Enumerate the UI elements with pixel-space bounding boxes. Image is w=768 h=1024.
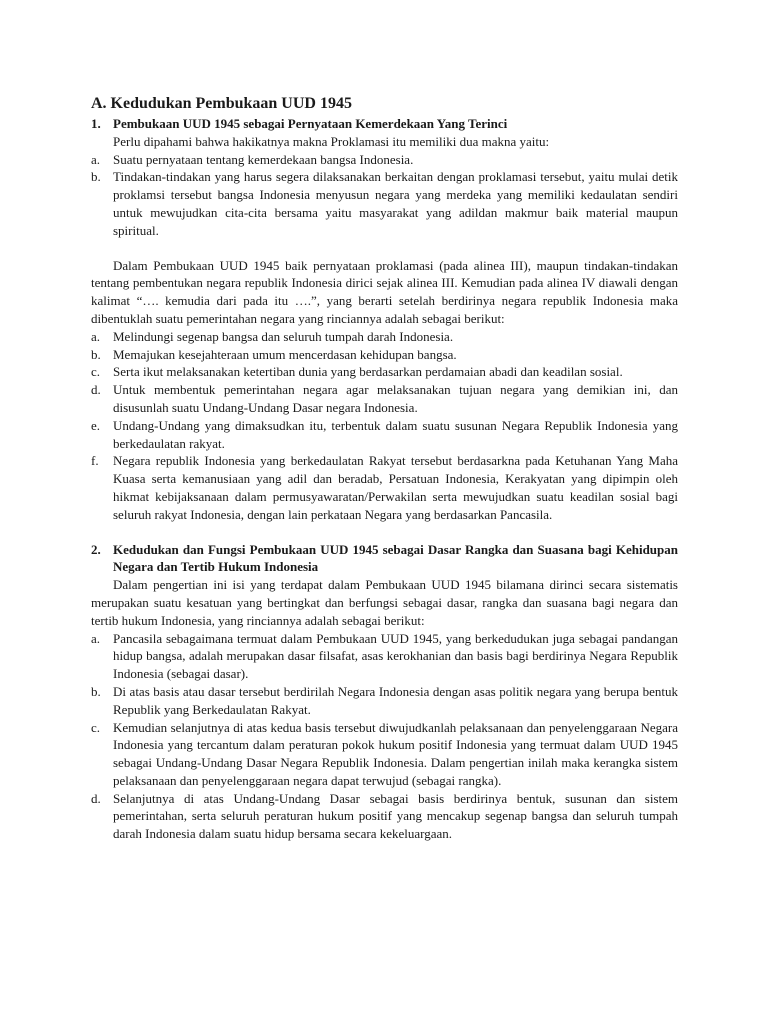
list-marker: b. bbox=[91, 683, 101, 699]
list-item bbox=[91, 630, 678, 683]
list-item bbox=[91, 719, 678, 790]
section-1-number: 1. bbox=[91, 116, 101, 131]
list-item bbox=[91, 452, 678, 523]
section-2-list bbox=[91, 630, 678, 844]
list-text: Tindakan-tindakan yang harus segera dilaksanakan berkaitan dengan proklamasi tersebut, yaitu mulai detik proklamsi tersebut bangsa Indonesia menyusun negara yang merdeka yang memiliki kedaulatan sendiri untuk mewujudkan cita-cita bersama yaitu masyarakat yang adildan makmur baik material maupun spiritual. bbox=[113, 169, 678, 238]
spacer bbox=[91, 524, 678, 541]
list-item bbox=[91, 790, 678, 843]
document-page bbox=[91, 94, 678, 843]
list-text: Untuk membentuk pemerintahan negara agar melaksanakan tujuan negara yang demikian ini, dan disusunlah suatu Undang-Undang Dasar negara Indonesia. bbox=[113, 382, 678, 415]
list-text: Kemudian selanjutnya di atas kedua basis tersebut diwujudkanlah pelaksanaan dan penyelenggaraan Negara Indonesia yang tercantum dalam peraturan pokok hukum positif Indonesia yang termuat dalam UUD 1945 sebagai Undang-Undang Dasar Negara Republik Indonesia. Dalam pengertian inilah maka kerangka sistem pelaksanaan dan penyelenggaraan negara dapat terwujud (sebagai rangka). bbox=[113, 719, 678, 788]
list-item bbox=[91, 417, 678, 453]
list-text: Selanjutnya di atas Undang-Undang Dasar sebagai basis berdirinya bentuk, susunan dan sistem pemerintahan, serta seluruh peraturan hukum positif yang mencakup segenap bangsa dan seluruh tumpah darah Indonesia dalam suatu hidup bersama secara kekeluargaan. bbox=[113, 790, 678, 842]
section-1-title-text: Pembukaan UUD 1945 sebagai Pernyataan Kemerdekaan Yang Terinci bbox=[113, 116, 508, 131]
list-marker: b. bbox=[91, 169, 101, 185]
list-text: Serta ikut melaksanakan ketertiban dunia yang berdasarkan perdamaian abadi dan keadilan sosial. bbox=[113, 364, 623, 380]
list-marker: a. bbox=[91, 151, 101, 167]
list-marker: c. bbox=[91, 719, 101, 735]
list-text: Pancasila sebagaimana termuat dalam Pembukaan UUD 1945, yang berkedudukan juga sebagai pandangan hidup bangsa, adalah merupakan dasar filsafat, asas kerokhanian dan basis bagi berdirinya Negara Republik Indonesia (sebagai dasar). bbox=[113, 630, 678, 682]
list-text: Memajukan kesejahteraan umum mencerdasan kehidupan bangsa. bbox=[113, 346, 457, 362]
list-item bbox=[91, 363, 678, 381]
list-item bbox=[91, 346, 678, 364]
section-2-paragraph: Dalam pengertian ini isi yang terdapat dalam Pembukaan UUD 1945 bilamana dirinci secara sistematis merupakan suatu kesatuan yang bertingkat dan berfungsi sebagai dasar, rangka dan suasana bagi negara dan tertib hukum Indonesia, yang rinciannya adalah sebagai berikut: bbox=[91, 577, 678, 628]
section-1-list-a bbox=[91, 151, 678, 240]
section-2-title-text: Kedudukan dan Fungsi Pembukaan UUD 1945 sebagai Dasar Rangka dan Suasana bagi Kehidupan Negara dan Tertib Hukum Indonesia bbox=[113, 541, 678, 575]
section-2-number: 2. bbox=[91, 541, 101, 557]
list-item bbox=[91, 683, 678, 719]
list-text: Negara republik Indonesia yang berkedaulatan Rakyat tersebut berdasarkna pada Ketuhanan Yang Maha Kuasa serta kemanusiaan yang adil dan beradab, Persatuan Indonesia, Kerakyatan yang dipimpin oleh hikmat kebijaksanaan dalam permusyawaratan/Perwakilan serta mewujudkan suatu keadilan sosial bagi seluruh rakyat Indonesia, dengan lain perkataan Negara yang berdasarkan Pancasila. bbox=[113, 453, 678, 522]
section-1-paragraph: Dalam Pembukaan UUD 1945 baik pernyataan proklamasi (pada alinea III), maupun tindakan-tindakan tentang pembentukan negara republik Indonesia dirici sejak alinea III. Kemudian pada alinea IV diawali dengan kalimat “…. kemudia dari pada itu ….”, yang berarti setelah berdirinya negara republik Indonesia maka dibentuklah suatu pemerintahan negara yang rinciannya adalah sebagai berikut: bbox=[91, 257, 678, 326]
section-1-list-b bbox=[91, 328, 678, 524]
section-1-title bbox=[91, 115, 678, 133]
list-item bbox=[91, 328, 678, 346]
section-a-heading: A. Kedudukan Pembukaan UUD 1945 bbox=[91, 95, 352, 112]
list-marker: a. bbox=[91, 630, 101, 646]
section-1-intro: Perlu dipahami bahwa hakikatnya makna Proklamasi itu memiliki dua makna yaitu: bbox=[113, 133, 550, 149]
list-marker: b. bbox=[91, 346, 101, 362]
list-marker: d. bbox=[91, 790, 101, 806]
list-item bbox=[91, 381, 678, 417]
list-item bbox=[91, 168, 678, 239]
list-item bbox=[91, 151, 678, 169]
list-text: Di atas basis atau dasar tersebut berdirilah Negara Indonesia dengan asas politik negara yang berupa bentuk Republik yang Berkedaulatan Rakyat. bbox=[113, 683, 678, 717]
list-marker: a. bbox=[91, 328, 101, 344]
list-marker: f. bbox=[91, 453, 99, 469]
spacer bbox=[91, 240, 678, 257]
section-2-title bbox=[91, 541, 678, 577]
list-text: Suatu pernyataan tentang kemerdekaan bangsa Indonesia. bbox=[113, 151, 414, 167]
list-text: Undang-Undang yang dimaksudkan itu, terbentuk dalam suatu susunan Negara Republik Indonesia yang berkedaulatan rakyat. bbox=[113, 417, 678, 451]
list-text: Melindungi segenap bangsa dan seluruh tumpah darah Indonesia. bbox=[113, 328, 454, 344]
list-marker: e. bbox=[91, 417, 101, 433]
list-marker: d. bbox=[91, 382, 101, 398]
list-marker: c. bbox=[91, 364, 101, 380]
